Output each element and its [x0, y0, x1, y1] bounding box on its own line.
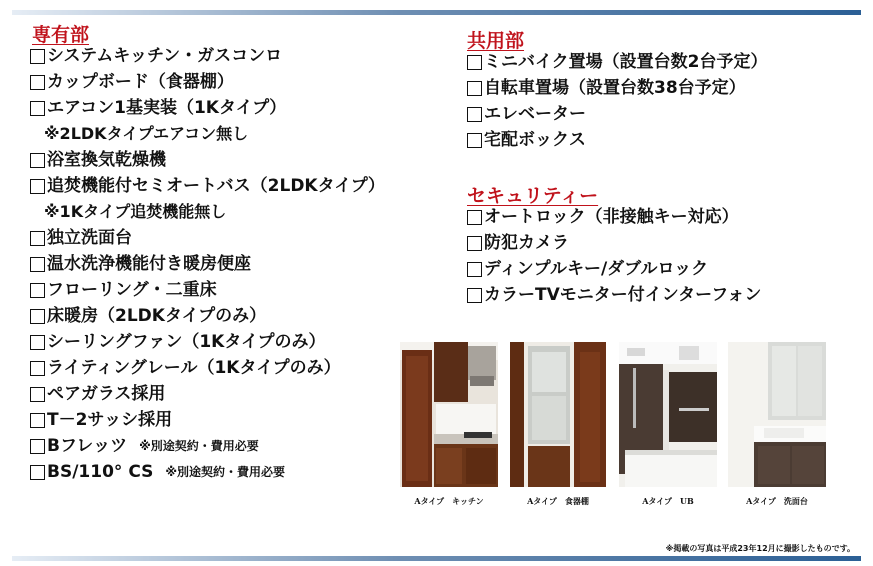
- photo-caption: Aタイプ UB: [642, 496, 694, 506]
- checkbox-icon: [30, 257, 45, 272]
- checkbox-icon: [30, 465, 45, 480]
- list-item: 自転車置場（設置台数38台予定）: [467, 75, 768, 101]
- list-item: ディンプルキー/ダブルロック: [467, 256, 761, 282]
- checkbox-icon: [30, 49, 45, 64]
- photo-caption: Aタイプ キッチン: [414, 496, 484, 506]
- photo-footnote: ※掲載の写真は平成23年12月に撮影したものです。: [665, 544, 855, 553]
- photo-caption: Aタイプ 洗面台: [746, 496, 808, 506]
- list-item: システムキッチン・ガスコンロ: [30, 43, 385, 69]
- security-section-heading: セキュリティー: [467, 185, 599, 207]
- list-item: フローリング・二重床: [30, 277, 385, 303]
- checkbox-icon: [30, 231, 45, 246]
- list-item: T－2サッシ採用: [30, 407, 385, 433]
- top-divider: [12, 10, 861, 15]
- checkbox-icon: [467, 55, 482, 70]
- checkbox-icon: [467, 236, 482, 251]
- kitchen-photo: [400, 342, 498, 487]
- checkbox-icon: [467, 133, 482, 148]
- list-item: シーリングファン（1Kタイプのみ）: [30, 329, 385, 355]
- contract-note: ※別途契約・費用必要: [165, 465, 286, 479]
- list-item: 宅配ボックス: [467, 127, 768, 153]
- list-item: BS/110° CS ※別途契約・費用必要: [30, 459, 385, 485]
- list-note: ※1Kタイプ追焚機能無し: [44, 202, 227, 221]
- list-item: オートロック（非接触キー対応）: [467, 204, 761, 230]
- checkbox-icon: [30, 413, 45, 428]
- list-item: エアコン1基実装（1Kタイプ）: [30, 95, 385, 121]
- checkbox-icon: [30, 387, 45, 402]
- list-item: ライティングレール（1Kタイプのみ）: [30, 355, 385, 381]
- checkbox-icon: [467, 262, 482, 277]
- checkbox-icon: [30, 179, 45, 194]
- bottom-divider: [12, 556, 861, 561]
- list-item: 床暖房（2LDKタイプのみ）: [30, 303, 385, 329]
- checkbox-icon: [30, 101, 45, 116]
- photo-caption: Aタイプ 食器棚: [527, 496, 589, 506]
- list-item: Bフレッツ ※別途契約・費用必要: [30, 433, 385, 459]
- checkbox-icon: [30, 283, 45, 298]
- checkbox-icon: [30, 309, 45, 324]
- list-item: 追焚機能付セミオートバス（2LDKタイプ）: [30, 173, 385, 199]
- bathroom-photo: [619, 342, 717, 487]
- checkbox-icon: [467, 107, 482, 122]
- contract-note: ※別途契約・費用必要: [139, 439, 259, 453]
- checkbox-icon: [30, 75, 45, 90]
- washbasin-photo: [728, 342, 826, 487]
- checkbox-icon: [30, 439, 45, 454]
- list-item: エレベーター: [467, 101, 768, 127]
- security-equipment-list: [467, 204, 761, 308]
- list-item: 浴室換気乾燥機: [30, 147, 385, 173]
- cupboard-photo: [510, 342, 606, 487]
- list-note: ※2LDKタイプエアコン無し: [44, 124, 249, 143]
- common-equipment-list: [467, 49, 768, 153]
- common-section-heading: 共用部: [467, 30, 525, 52]
- private-equipment-list: [30, 43, 385, 485]
- list-item: ペアガラス採用: [30, 381, 385, 407]
- checkbox-icon: [30, 153, 45, 168]
- list-item: カラーTVモニター付インターフォン: [467, 282, 761, 308]
- checkbox-icon: [30, 361, 45, 376]
- list-item: カップボード（食器棚）: [30, 69, 385, 95]
- checkbox-icon: [467, 81, 482, 96]
- list-item: 防犯カメラ: [467, 230, 761, 256]
- list-item: 独立洗面台: [30, 225, 385, 251]
- list-item: ミニバイク置場（設置台数2台予定）: [467, 49, 768, 75]
- list-item: 温水洗浄機能付き暖房便座: [30, 251, 385, 277]
- private-section-heading: 専有部: [32, 24, 90, 46]
- checkbox-icon: [467, 210, 482, 225]
- checkbox-icon: [30, 335, 45, 350]
- checkbox-icon: [467, 288, 482, 303]
